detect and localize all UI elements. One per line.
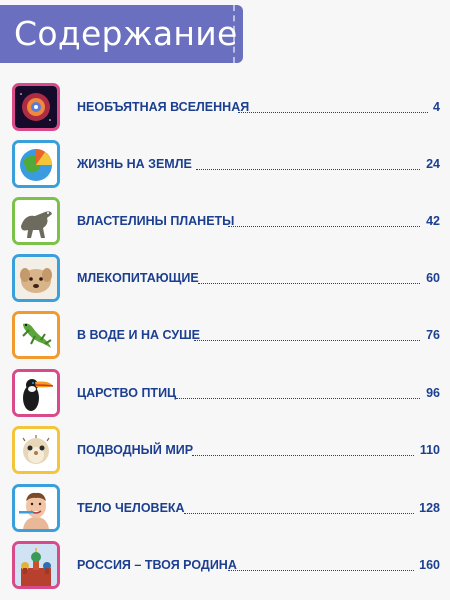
dot-leader: [192, 455, 414, 456]
toc-entry-title: ВЛАСТЕЛИНЫ ПЛАНЕТЫ: [77, 214, 237, 228]
toc-entry-page: 160: [419, 558, 440, 572]
toc-entry[interactable]: [0, 426, 450, 476]
pufferfish-icon: [12, 426, 60, 474]
toc-entry-page: 24: [426, 157, 440, 171]
toc-entry[interactable]: [0, 541, 450, 591]
toc-entry-page: 4: [433, 100, 440, 114]
toc-entry-title: РОССИЯ – ТВОЯ РОДИНА: [77, 558, 240, 572]
dinosaur-icon: [12, 197, 60, 245]
toc-entry-page: 110: [419, 443, 440, 457]
toc-entry[interactable]: [0, 140, 450, 190]
dot-leader: [238, 112, 428, 113]
toc-entry-title: МЛЕКОПИТАЮЩИЕ: [77, 271, 202, 285]
cathedral-icon: [12, 541, 60, 589]
toc-entry[interactable]: [0, 369, 450, 419]
lizard-icon: [12, 311, 60, 359]
toc-entry-page: 60: [426, 271, 440, 285]
toucan-icon: [12, 369, 60, 417]
page-title: Содержание: [14, 14, 238, 53]
toc-entry[interactable]: [0, 484, 450, 534]
toc-entry-title: ПОДВОДНЫЙ МИР: [77, 443, 196, 457]
toc-entry[interactable]: [0, 197, 450, 247]
toc-entry-title: ЖИЗНЬ НА ЗЕМЛЕ: [77, 157, 195, 171]
toc-entry-page: 42: [426, 214, 440, 228]
toc-entry-title: ТЕЛО ЧЕЛОВЕКА: [77, 501, 188, 515]
toc-entry-page: 76: [426, 328, 440, 342]
nebula-icon: [12, 83, 60, 131]
dot-leader: [198, 283, 420, 284]
toc-entry[interactable]: [0, 311, 450, 361]
toc-entry-title: НЕОБЪЯТНАЯ ВСЕЛЕННАЯ: [77, 100, 252, 114]
toc-entry[interactable]: [0, 83, 450, 133]
dog-icon: [12, 254, 60, 302]
dot-leader: [176, 398, 420, 399]
toc-entry-page: 128: [419, 501, 440, 515]
dot-leader: [194, 340, 420, 341]
dot-leader: [184, 513, 414, 514]
dot-leader: [228, 570, 414, 571]
toc-entry-page: 96: [426, 386, 440, 400]
boy-brushing-teeth-icon: [12, 484, 60, 532]
toc-entry-title: ЦАРСТВО ПТИЦ: [77, 386, 179, 400]
dot-leader: [196, 169, 420, 170]
earth-globe-icon: [12, 140, 60, 188]
toc-entry[interactable]: [0, 254, 450, 304]
dot-leader: [228, 226, 420, 227]
toc-entry-title: В ВОДЕ И НА СУШЕ: [77, 328, 203, 342]
